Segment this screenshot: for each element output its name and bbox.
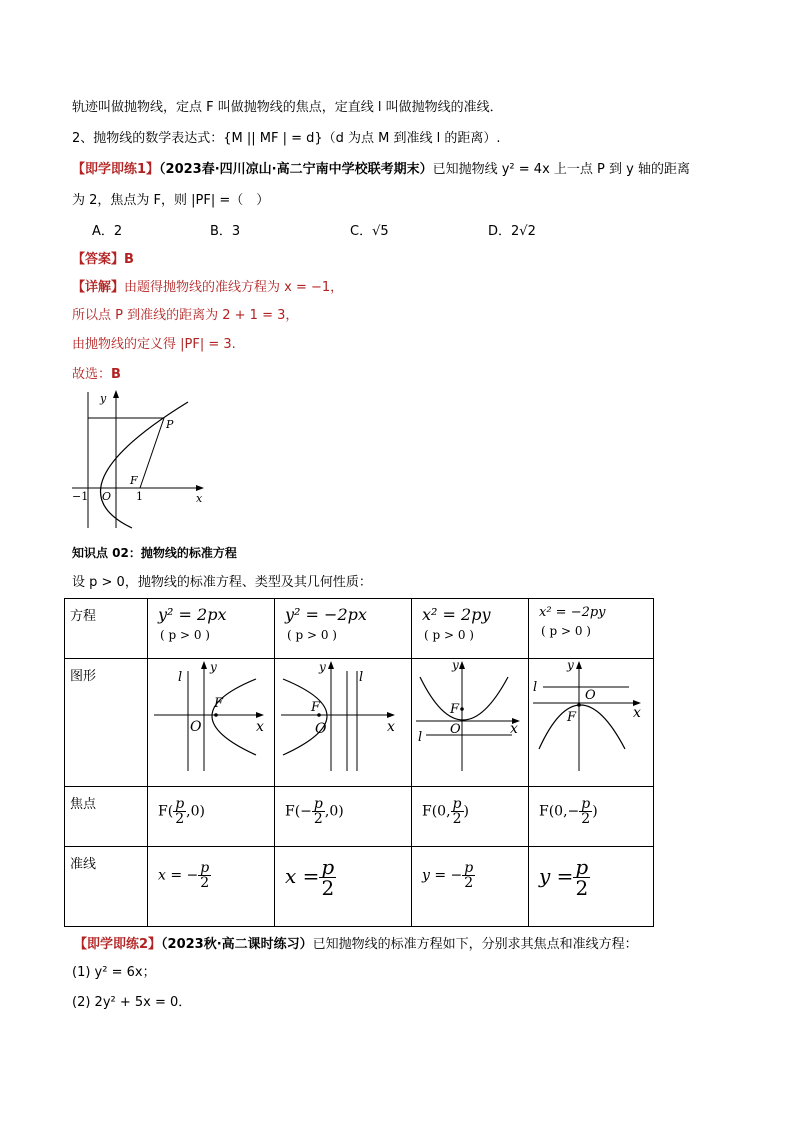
label-p: P — [166, 418, 174, 431]
g3-label-l: l — [418, 730, 423, 745]
g2-label-o: O — [315, 721, 327, 737]
graph-cell-4 — [529, 659, 654, 787]
detail-line-2: 所以点 P 到准线的距离为 2 + 1 = 3， — [72, 308, 299, 323]
directrix-cell-4 — [529, 847, 654, 927]
ex1-question-line-2: 为 2，焦点为 F，则 |PF| =（ ） — [72, 193, 270, 208]
g2-label-l: l — [359, 670, 364, 685]
row-label-equation-text: 方程 — [70, 609, 97, 624]
condition-1: ( p > 0 ) — [160, 628, 210, 642]
g4-label-y: y — [567, 659, 574, 672]
g3-label-y: y — [452, 659, 459, 672]
parabola-curve — [101, 402, 189, 528]
label-neg1: −1 — [72, 490, 89, 503]
detail-line-3: 由抛物线的定义得 |PF| = 3. — [72, 337, 236, 352]
directrix-cell-3 — [412, 847, 529, 927]
option-b: B．3 — [210, 224, 241, 239]
row-label-focus-text: 焦点 — [70, 797, 97, 812]
label-f: F — [130, 474, 138, 487]
directrix-4: y = $\frac{p}{2}$ — [539, 855, 589, 900]
y-axis-arrow — [113, 390, 119, 398]
x-axis-arrow — [196, 485, 204, 491]
g1-label-y: y — [210, 660, 217, 674]
intro-line-1: 轨迹叫做抛物线，定点 F 叫做抛物线的焦点，定直线 l 叫做抛物线的准线． — [72, 100, 503, 115]
row-directrix — [65, 847, 654, 927]
graph-cell-1 — [148, 659, 275, 787]
condition-3: ( p > 0 ) — [424, 628, 474, 642]
detail-line-1 — [72, 276, 343, 295]
graph-left-opening — [275, 659, 409, 779]
answer-label: 【答案】 — [72, 252, 125, 267]
row-label-directrix — [65, 847, 148, 927]
directrix-cell-2 — [275, 847, 412, 927]
option-d: D．2√2 — [488, 224, 536, 239]
g1-label-o: O — [190, 719, 202, 735]
ex2-tag: 【即学即练2】 — [74, 937, 162, 952]
ex2-source: （2023秋·高二课时练习） — [161, 937, 313, 952]
graph-down-opening — [529, 659, 651, 779]
label-x: x — [196, 492, 203, 505]
option-a: A．2 — [92, 224, 123, 239]
ex2-item-2: (2) 2y² + 5x = 0． — [72, 995, 192, 1010]
g2-label-x: x — [387, 719, 395, 735]
ex2-item-1: (1) y² = 6x； — [72, 965, 156, 980]
g4-label-x: x — [633, 705, 641, 721]
ex2-question: 已知抛物线的标准方程如下，分别求其焦点和准线方程： — [312, 937, 638, 952]
row-label-equation — [65, 599, 148, 659]
option-c: C．√5 — [350, 224, 389, 239]
g3-label-x: x — [510, 721, 518, 737]
directrix-cell-1 — [148, 847, 275, 927]
focus-1: F( $\frac{p}{2}$ ,0) — [158, 796, 205, 827]
label-y: y — [100, 392, 107, 405]
focus-2: F(− $\frac{p}{2}$ ,0) — [285, 796, 344, 827]
ex1-source: （2023春·四川凉山·高二宁南中学校联考期末） — [159, 162, 433, 177]
row-label-graph-text: 图形 — [70, 669, 97, 684]
section-intro: 设 p > 0，抛物线的标准方程、类型及其几何性质： — [72, 575, 372, 590]
equation-4: x² = −2py — [539, 605, 606, 620]
equation-cell-1 — [148, 599, 275, 659]
detail-label: 【详解】 — [72, 280, 125, 295]
condition-4: ( p > 0 ) — [541, 624, 591, 638]
focus-cell-2 — [275, 787, 412, 847]
directrix-1: x = − $\frac{p}{2}$ — [158, 860, 210, 891]
ex1-question-a: 已知抛物线 y² = 4x 上一点 P 到 y 轴的距离 — [432, 162, 690, 177]
equation-cell-2 — [275, 599, 412, 659]
label-one: 1 — [136, 490, 143, 503]
pf-segment — [140, 418, 164, 488]
g1-label-x: x — [256, 719, 264, 735]
directrix-2: x = $\frac{p}{2}$ — [285, 855, 335, 900]
g4-label-l: l — [533, 680, 538, 695]
graph-up-opening — [412, 659, 526, 779]
row-equation — [65, 599, 654, 659]
row-label-directrix-text: 准线 — [70, 857, 97, 872]
g1-label-f: F — [214, 696, 224, 711]
detail-text-1: 由题得抛物线的准线方程为 x = −1， — [124, 280, 344, 295]
equation-1: y² = 2px — [158, 605, 227, 624]
directrix-3: y = − $\frac{p}{2}$ — [422, 860, 474, 891]
focus-cell-1 — [148, 787, 275, 847]
g2-label-f: F — [311, 700, 321, 715]
intro-line-2: 2、抛物线的数学表达式：{M || MF | = d}（d 为点 M 到准线 l 的距离）. — [72, 131, 501, 146]
choose-label: 故选： — [72, 367, 112, 382]
graph-cell-2 — [275, 659, 412, 787]
graph-cell-3 — [412, 659, 529, 787]
choose-line — [72, 363, 121, 382]
ex2-question-line — [74, 933, 638, 952]
answer-value: B — [124, 252, 134, 267]
example-1-figure — [68, 388, 208, 530]
g1-label-l: l — [178, 670, 183, 685]
row-graph — [65, 659, 654, 787]
equation-cell-3 — [412, 599, 529, 659]
g4-label-f: F — [567, 710, 577, 725]
row-focus — [65, 787, 654, 847]
section-title: 知识点 02：抛物线的标准方程 — [72, 546, 237, 560]
ex1-question-line-1 — [72, 158, 690, 177]
condition-2: ( p > 0 ) — [287, 628, 337, 642]
focus-4: F(0,− $\frac{p}{2}$ ) — [539, 796, 598, 827]
focus-3: F(0, $\frac{p}{2}$ ) — [422, 796, 469, 827]
equation-cell-4 — [529, 599, 654, 659]
focus-cell-3 — [412, 787, 529, 847]
choose-value: B — [111, 367, 121, 382]
equation-2: y² = −2px — [285, 605, 367, 624]
ex1-tag: 【即学即练1】 — [72, 162, 160, 177]
focus-cell-4 — [529, 787, 654, 847]
label-o: O — [102, 490, 112, 503]
equation-3: x² = 2py — [422, 605, 491, 624]
row-label-focus — [65, 787, 148, 847]
g3-label-f: F — [450, 702, 460, 717]
g3-label-o: O — [450, 722, 461, 737]
g4-label-o: O — [585, 688, 596, 703]
answer-line — [72, 248, 134, 267]
graph-right-opening — [148, 659, 272, 779]
g2-label-y: y — [319, 660, 326, 674]
row-label-graph — [65, 659, 148, 787]
standard-equation-table — [64, 598, 654, 927]
